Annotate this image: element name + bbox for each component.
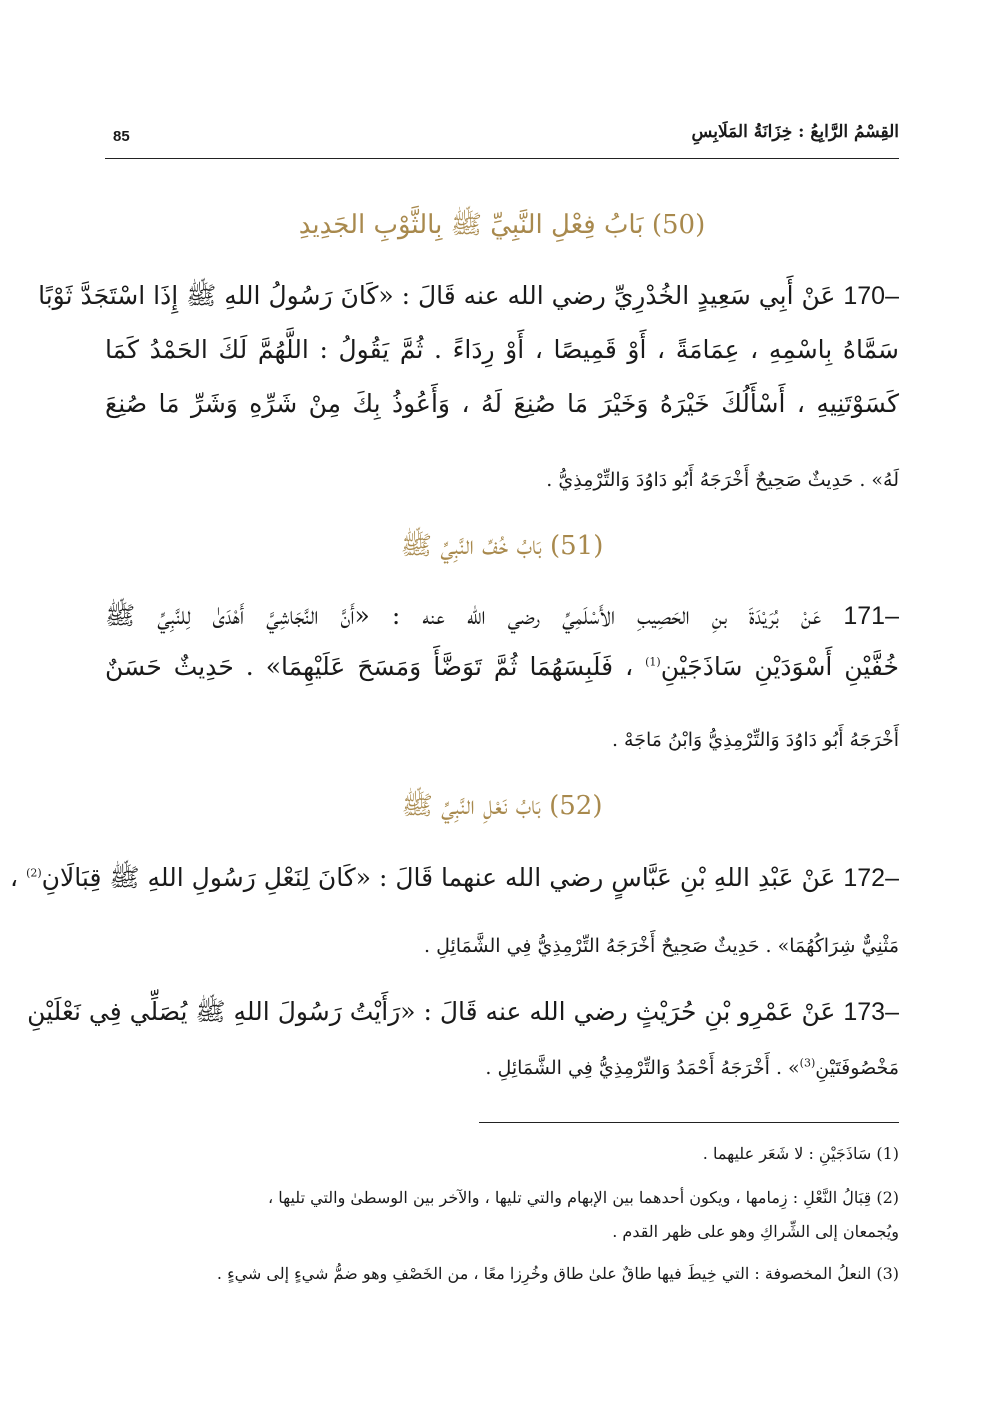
footnote-2-line-1: (2) قِبَالُ النَّعْلِ : زِمامها ، ويكون أحدهما بين الإبهام والتي تليها ، والآخر بين الوسطىٰ والتي تليها ،: [267, 1188, 899, 1207]
chapter-heading-51: (51) بَابُ خُفِّ النَّبِيِّ ﷺ: [400, 531, 604, 561]
chapter-heading-50: (50) بَابُ فِعْلِ النَّبِيِّ ﷺ بِالثَّوْبِ الجَدِيدِ: [298, 210, 706, 240]
hadith-170-line-2: سَمَّاهُ بِاسْمِهِ ، عِمَامَةً ، أَوْ قَمِيصًا ، أَوْ رِدَاءً . ثُمَّ يَقُولُ : اللَّهُمَّ لَكَ الحَمْدُ كَمَا: [105, 335, 899, 364]
hadith-172-line-2: مَثْنِيٌّ شِرَاكُهُمَا» . حَدِيثٌ صَحِيحٌ أَخْرَجَهُ التِّرْمِذِيُّ فِي الشَّمَائِلِ .: [424, 935, 899, 957]
hadith-number: 171–: [843, 602, 899, 630]
footnote-divider: [479, 1122, 899, 1123]
hadith-text: ،: [10, 863, 19, 892]
hadith-number: 170–: [843, 282, 899, 310]
hadith-173-line-1: [27, 992, 899, 1032]
footnote-ref-1[interactable]: (1): [645, 655, 661, 669]
section-title: القِسْمُ الرَّابِعُ : خِزَانَةُ المَلَابِسِ: [691, 122, 899, 142]
chapter-heading-52: (52) بَابُ نَعْلِ النَّبِيِّ ﷺ: [401, 791, 603, 821]
hadith-170-line-3: كَسَوْتَنِيهِ ، أَسْأَلُكَ خَيْرَهُ وَخَيْرَ مَا صُنِعَ لَهُ ، وَأَعُوذُ بِكَ مِنْ شَرِّهِ وَشَرِّ مَا صُنِعَ: [105, 389, 899, 418]
footnote-2-line-2: ويُجمعان إلى الشِّراكِ وهو على ظهر القدم .: [612, 1222, 899, 1241]
footnote-ref-3[interactable]: (3): [799, 1056, 816, 1070]
footnote-1: (1) سَاذَجَيْنِ : لا شَعَر عليهما .: [702, 1144, 899, 1163]
hadith-text: مَخْصُوفَتَيْنِ: [815, 1057, 899, 1079]
page-header: [105, 118, 899, 159]
hadith-170-line-1: [38, 276, 899, 316]
hadith-170-line-4: لَهُ» . حَدِيثٌ صَحِيحٌ أَخْرَجَهُ أَبُو دَاوُدَ وَالتِّرْمِذِيُّ .: [546, 469, 899, 491]
page-number: 85: [113, 128, 130, 145]
hadith-171-line-3: أَخْرَجَهُ أَبُو دَاوُدَ وَالتِّرْمِذِيُّ وَابْنُ مَاجَهْ .: [611, 729, 899, 751]
hadith-text: عَنْ عَبْدِ اللهِ بْنِ عَبَّاسٍ رضي الله عنهما قَالَ : «كَانَ لِنَعْلِ رَسُولِ اللهِ ﷺ قِبَالَانِ: [41, 863, 836, 892]
hadith-text: خُفَّيْنِ أَسْوَدَيْنِ سَاذَجَيْنِ: [660, 652, 899, 681]
hadith-number: 172–: [843, 864, 899, 892]
hadith-171-line-1: [105, 596, 899, 636]
hadith-172-line-1: [10, 858, 899, 898]
hadith-text: عَنْ أَبِي سَعِيدٍ الخُدْرِيِّ رضي الله عنه قَالَ : «كَانَ رَسُولُ اللهِ ﷺ إِذَا اسْتَجَدَّ ثَوْبًا: [38, 281, 836, 310]
hadith-171-line-2: [105, 647, 899, 687]
hadith-text: عَنْ عَمْرِو بْنِ حُرَيْثٍ رضي الله عنه قَالَ : «رَأَيْتُ رَسُولَ اللهِ ﷺ يُصَلِّي فِي نَعْلَيْنِ: [27, 997, 836, 1026]
footnote-ref-2[interactable]: (2): [26, 866, 42, 880]
hadith-173-line-2: [105, 1048, 899, 1088]
hadith-number: 173–: [843, 998, 899, 1026]
hadith-text: ، فَلَبِسَهُمَا ثُمَّ تَوَضَّأَ وَمَسَحَ عَلَيْهِمَا» . حَدِيثٌ حَسَنٌ: [105, 652, 634, 681]
hadith-text: » . أَخْرَجَهُ أَحْمَدُ وَالتِّرْمِذِيُّ فِي الشَّمَائِلِ .: [485, 1057, 800, 1079]
hadith-text: عَنْ بُرَيْدَةَ بنِ الحَصِيبِ الأَسْلَمِيِّ رضي الله عنه : «أَنَّ النَّجَاشِيَّ أَهْدَىٰ لِلنَّبِيِّ ﷺ: [105, 601, 822, 630]
footnote-3: (3) النعلُ المخصوفة : التي خِيطَ فيها طاقٌ علىٰ طاق وخُرِزا معًا ، من الخَصْفِ وهو ضمُّ شيءٍ إلى شيءٍ .: [216, 1264, 899, 1283]
